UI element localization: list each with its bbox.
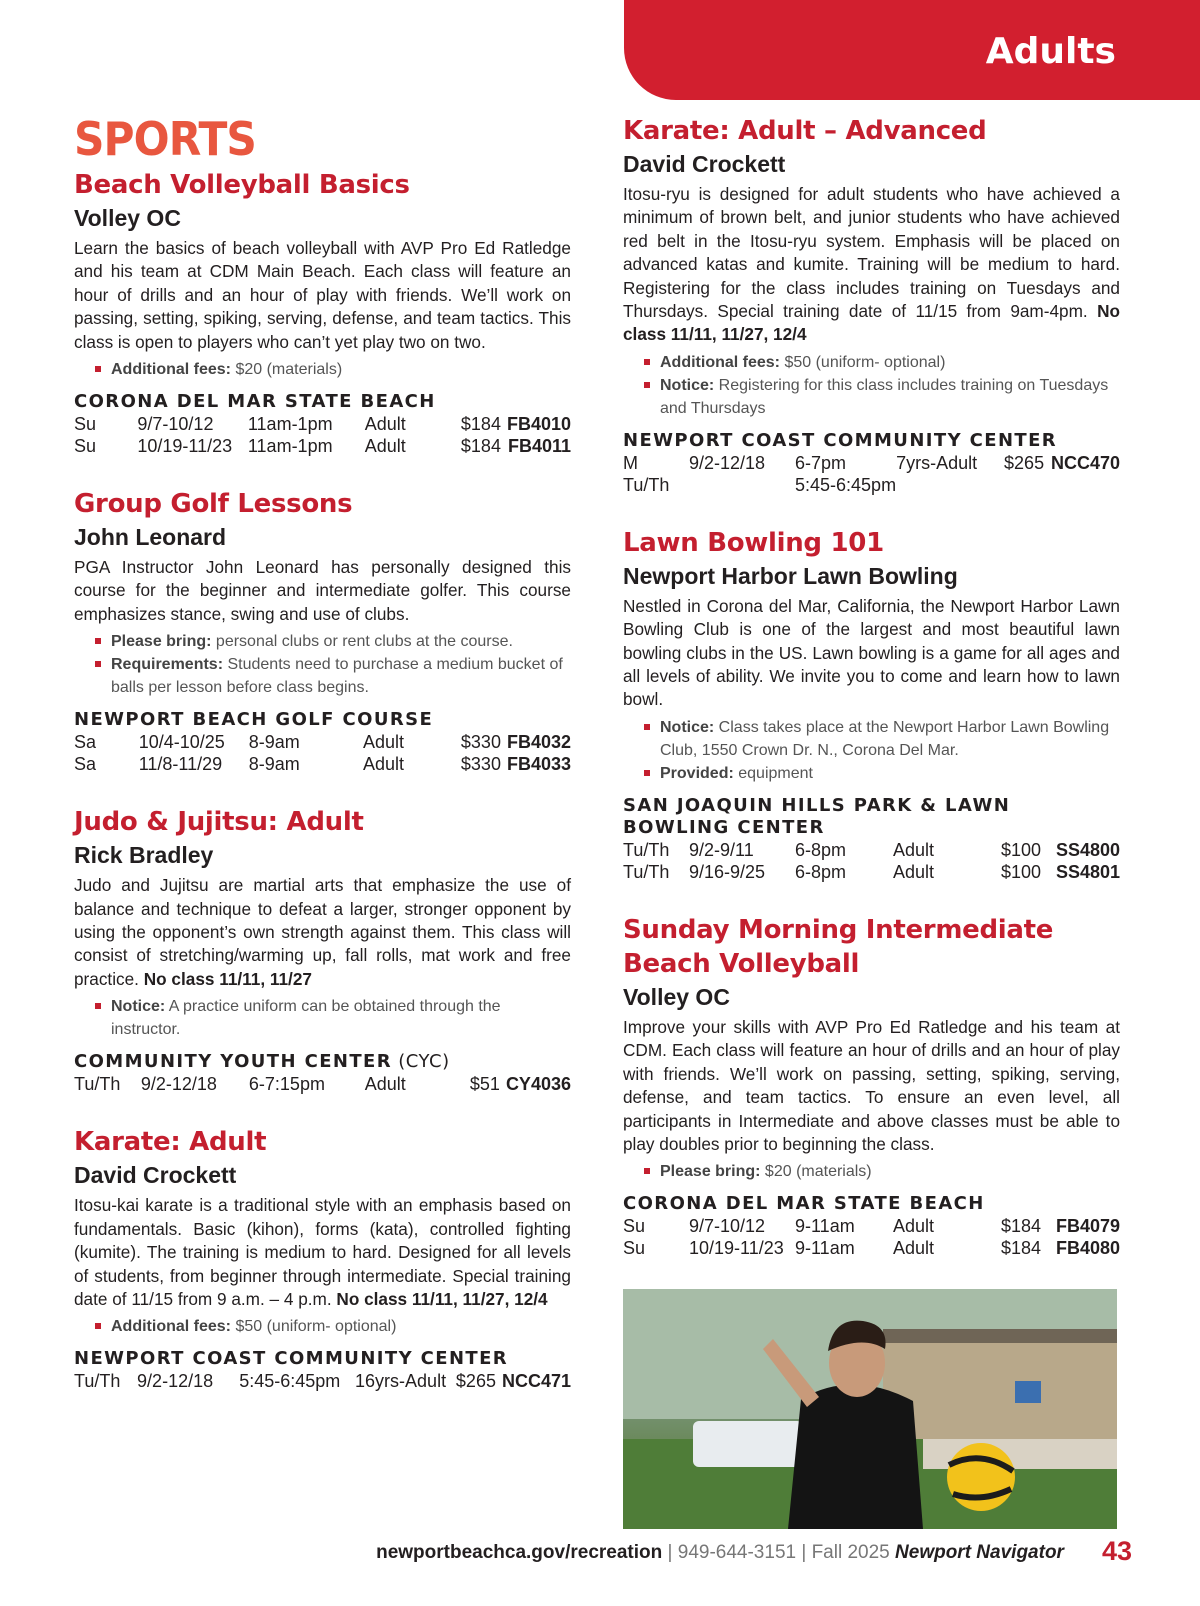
schedule-dates: 11/8-11/29 — [138, 754, 223, 775]
section-tab-label: Adults — [985, 31, 1116, 72]
schedule-time: 6-7:15pm — [248, 1074, 325, 1095]
schedule-days: Sa — [74, 754, 97, 775]
no-class-note: No class 11/11, 11/27, 12/4 — [336, 1288, 548, 1309]
info-label: Additional fees: — [111, 361, 232, 379]
schedule-time: 11am-1pm — [247, 436, 333, 457]
info-label: Additional fees: — [111, 1318, 232, 1336]
location-name — [74, 391, 571, 413]
schedule-ages: Adult — [893, 839, 935, 860]
course-code: NCC470 — [1050, 452, 1120, 473]
footer-separator: | — [796, 1542, 812, 1563]
location-text: NEWPORT COAST COMMUNITY CENTER — [623, 429, 1058, 451]
class-title: Beach Volleyball Basics — [74, 170, 410, 200]
schedule-row — [623, 1215, 1120, 1237]
info-item — [660, 716, 1120, 762]
schedule-table — [74, 1073, 571, 1095]
info-label: Requirements: — [111, 656, 224, 674]
course-code: SS4800 — [1055, 839, 1120, 860]
course-code: FB4010 — [506, 414, 571, 435]
class-listing — [74, 805, 571, 1095]
schedule-dates: 9/7-10/12 — [137, 414, 214, 435]
class-title: Lawn Bowling 101 — [623, 527, 884, 558]
schedule-row — [74, 1370, 571, 1392]
schedule-row — [623, 474, 1120, 496]
info-item — [111, 653, 571, 699]
schedule-time: 8-9am — [248, 732, 300, 753]
course-code: CY4036 — [505, 1074, 571, 1095]
info-list — [623, 716, 1120, 785]
instructor-name: Newport Harbor Lawn Bowling — [623, 562, 958, 589]
schedule-table — [74, 413, 571, 457]
page-number: 43 — [1101, 1536, 1132, 1566]
schedule-table — [74, 731, 571, 775]
info-item — [111, 995, 571, 1041]
location-text: COMMUNITY YOUTH CENTER — [74, 1051, 393, 1073]
info-text: A practice uniform can be obtained through the instructor. — [111, 998, 501, 1039]
section-tab — [624, 0, 1200, 100]
location-name — [623, 1193, 1120, 1215]
schedule-fee: $100 — [1000, 861, 1041, 882]
course-code: SS4801 — [1055, 861, 1120, 882]
schedule-ages: Adult — [364, 414, 406, 435]
location-name — [623, 430, 1120, 452]
page-footer — [0, 1536, 1132, 1567]
info-text: Registering for this class includes training on Tuesdays and Thursdays — [660, 376, 1109, 417]
schedule-row — [623, 839, 1120, 861]
instructor-name: Rick Bradley — [74, 842, 214, 869]
location-text: CORONA DEL MAR STATE BEACH — [623, 1193, 985, 1215]
course-code: FB4011 — [507, 436, 571, 457]
schedule-days: Su — [623, 1238, 646, 1259]
instructor-name: David Crockett — [74, 1162, 237, 1189]
schedule-dates: 10/19-11/23 — [689, 1238, 784, 1259]
footer-magazine: Newport Navigator — [895, 1542, 1064, 1563]
schedule-ages: Adult — [364, 436, 406, 457]
schedule-ages: 7yrs-Adult — [896, 452, 978, 473]
info-item — [660, 1160, 1120, 1183]
info-label: Provided: — [660, 764, 734, 782]
schedule-fee: $184 — [460, 436, 501, 457]
schedule-row — [74, 753, 571, 775]
schedule-dates: 9/2-12/18 — [140, 1074, 217, 1095]
schedule-row — [74, 731, 571, 753]
schedule-fee: $330 — [460, 732, 501, 753]
course-code: FB4032 — [506, 732, 571, 753]
no-class-note: No class 11/11, 11/27, 12/4 — [623, 301, 1120, 345]
description-text: Itosu-kai karate is a traditional style with an emphasis based on fundamentals. Basic (kihon), forms (kata), controlled fighting (kumite). The training is medium to hard. Designed for all levels of students, from beginner through intermediate. Special training date of 11/15 from 9 a.m. – 4 p.m. — [74, 1195, 571, 1309]
info-item — [111, 358, 571, 381]
info-label: Notice: — [111, 998, 166, 1016]
class-title: Group Golf Lessons — [74, 489, 353, 520]
info-item — [660, 762, 1120, 785]
schedule-dates: 9/2-9/11 — [689, 839, 754, 860]
info-list — [74, 1315, 571, 1338]
schedule-dates: 9/7-10/12 — [689, 1216, 766, 1237]
schedule-ages: Adult — [893, 1216, 935, 1237]
left-column — [74, 112, 571, 1422]
schedule-fee: $265 — [455, 1371, 496, 1392]
footer-season: Fall 2025 — [811, 1542, 896, 1563]
description-text: Nestled in Corona del Mar, California, the Newport Harbor Lawn Bowling Club is one of the largest and most beautiful lawn bowling clubs in the US. Lawn bowling is a game for all ages and all levels of ability. We invite you to come and learn how to lawn bowl. — [623, 595, 1120, 710]
location-suffix: (CYC) — [392, 1051, 450, 1073]
instructor-name: David Crockett — [623, 151, 786, 177]
location-name — [74, 1348, 571, 1370]
schedule-fee — [994, 474, 1050, 496]
schedule-days: Tu/Th — [623, 839, 670, 860]
class-description — [623, 183, 1120, 347]
class-listing — [74, 168, 571, 457]
schedule-table — [623, 839, 1120, 883]
course-code: NCC471 — [501, 1371, 571, 1392]
schedule-ages: Adult — [893, 1238, 935, 1259]
schedule-fee: $100 — [1000, 839, 1041, 860]
class-description — [74, 1194, 571, 1311]
schedule-row — [623, 1237, 1120, 1259]
schedule-days: Tu/Th — [74, 1074, 121, 1095]
info-text: $50 (uniform- optional) — [231, 1318, 397, 1336]
info-item — [660, 374, 1120, 420]
schedule-fee: $265 — [1004, 452, 1045, 473]
info-text: Students need to purchase a medium bucket of balls per lesson before class begins. — [111, 656, 563, 697]
schedule-days: Su — [74, 414, 97, 435]
schedule-fee: $184 — [1000, 1216, 1041, 1237]
footer-phone: 949-644-3151 — [677, 1542, 797, 1563]
info-label: Please bring: — [111, 633, 212, 651]
schedule-dates: 9/2-12/18 — [137, 1371, 214, 1392]
class-description — [623, 595, 1120, 712]
class-description — [74, 556, 571, 626]
instructor-name: Volley OC — [623, 983, 730, 1010]
description-text: Improve your skills with AVP Pro Ed Ratledge and his team at CDM. Each class will feature an hour of drills and an hour of play with friends. We’ll work on passing, setting, spiking, serving, defense, and team tactics. To ensure an even level, all participants in Intermediate and above classes must be able to play doubles prior to beginning the class. — [623, 1016, 1120, 1154]
course-code: FB4080 — [1055, 1238, 1120, 1259]
schedule-time: 6-7pm — [795, 452, 847, 473]
location-text: NEWPORT COAST COMMUNITY CENTER — [74, 1348, 509, 1370]
location-text: CORONA DEL MAR STATE BEACH — [74, 391, 436, 413]
class-listing — [623, 526, 1120, 883]
footer-separator: | — [662, 1542, 678, 1563]
schedule-fee: $330 — [460, 754, 501, 775]
schedule-time: 11am-1pm — [247, 414, 333, 435]
schedule-ages: Adult — [893, 861, 935, 882]
schedule-row — [623, 861, 1120, 883]
schedule-row — [74, 435, 571, 457]
schedule-days: M — [623, 452, 638, 473]
description-text: PGA Instructor John Leonard has personally designed this course for the beginner and intermediate golfer. This course emphasizes stance, swing and use of clubs. — [74, 557, 571, 624]
course-code — [1050, 474, 1120, 496]
class-title: Judo & Jujitsu: Adult — [74, 807, 364, 838]
info-label: Please bring: — [660, 1163, 761, 1181]
schedule-dates: 9/16-9/25 — [689, 861, 766, 882]
schedule-fee: $51 — [469, 1074, 500, 1095]
schedule-fee: $184 — [460, 414, 501, 435]
no-class-note: No class 11/11, 11/27 — [143, 968, 312, 989]
info-label: Notice: — [660, 718, 715, 736]
volleyball-player-photo — [623, 1289, 1117, 1529]
class-listing — [623, 913, 1120, 1259]
info-text: $50 (uniform- optional) — [780, 353, 946, 371]
schedule-time: 6-8pm — [795, 839, 847, 860]
class-title: Karate: Adult – Advanced — [623, 116, 987, 146]
schedule-days: Tu/Th — [623, 474, 670, 495]
schedule-fee: $184 — [1000, 1238, 1041, 1259]
schedule-time: 5:45-6:45pm — [239, 1371, 341, 1392]
location-name — [623, 795, 1120, 839]
info-item — [111, 1315, 571, 1338]
description-text: Itosu-ryu is designed for adult students who have achieved a minimum of brown belt, and junior students who have achieved red belt in the Itosu-ryu system. Emphasis will be placed on advanced katas and kumite. Training will be medium to hard. Registering for the class includes training on Tuesdays and Thursdays. Special training date of 11/15 from 9am-4pm. — [623, 184, 1120, 322]
page-heading: SPORTS — [74, 112, 256, 166]
schedule-ages: 16yrs-Adult — [355, 1371, 447, 1392]
location-name — [74, 709, 571, 731]
schedule-dates: 9/2-12/18 — [689, 452, 766, 473]
schedule-days: Sa — [74, 732, 97, 753]
info-list — [74, 358, 571, 381]
location-name — [74, 1051, 571, 1073]
schedule-days: Su — [74, 436, 97, 457]
class-description — [74, 874, 571, 991]
schedule-days: Tu/Th — [74, 1371, 121, 1392]
photo-illustration — [623, 1289, 1117, 1529]
info-item — [660, 351, 1120, 374]
info-list — [74, 995, 571, 1041]
schedule-ages: Adult — [362, 732, 404, 753]
schedule-ages — [896, 474, 994, 496]
schedule-days: Su — [623, 1216, 646, 1237]
info-label: Additional fees: — [660, 353, 781, 371]
info-text: $20 (materials) — [760, 1163, 872, 1181]
schedule-table — [74, 1370, 571, 1392]
schedule-ages: Adult — [362, 754, 404, 775]
schedule-ages: Adult — [364, 1074, 406, 1095]
description-text: Learn the basics of beach volleyball with AVP Pro Ed Ratledge and his team at CDM Main Beach. Each class will feature an hour of drills and an hour of play with friends. We’ll work on passing, setting, spiking, serving, defense, and team tactics. This class is open to players who can’t yet play two on two. — [74, 238, 571, 352]
info-list — [74, 630, 571, 699]
location-text: SAN JOAQUIN HILLS PARK & LAWN BOWLING CENTER — [623, 794, 1011, 838]
schedule-time: 9-11am — [795, 1238, 855, 1259]
info-text: personal clubs or rent clubs at the course. — [211, 633, 513, 651]
schedule-table — [623, 1215, 1120, 1259]
class-title: Karate: Adult — [74, 1127, 267, 1158]
course-code: FB4033 — [506, 754, 571, 775]
info-text: $20 (materials) — [231, 361, 343, 379]
schedule-dates — [689, 474, 795, 496]
class-description — [74, 237, 571, 354]
info-item — [111, 630, 571, 653]
instructor-name: Volley OC — [74, 205, 181, 231]
right-column — [623, 114, 1120, 1529]
schedule-time: 9-11am — [795, 1216, 855, 1237]
class-description — [623, 1016, 1120, 1156]
info-list — [623, 351, 1120, 420]
schedule-table — [623, 452, 1120, 496]
footer-url[interactable]: newportbeachca.gov/recreation — [376, 1542, 663, 1563]
info-text: equipment — [733, 764, 813, 782]
location-text: NEWPORT BEACH GOLF COURSE — [74, 709, 434, 731]
class-listing — [74, 487, 571, 775]
schedule-time: 8-9am — [248, 754, 300, 775]
schedule-time: 6-8pm — [795, 861, 847, 882]
info-label: Notice: — [660, 376, 715, 394]
schedule-row — [74, 1073, 571, 1095]
class-listing — [623, 114, 1120, 496]
schedule-row — [74, 413, 571, 435]
schedule-days: Tu/Th — [623, 861, 670, 882]
info-list — [623, 1160, 1120, 1183]
class-title: Sunday Morning Intermediate Beach Volleyball — [623, 914, 1054, 979]
schedule-dates: 10/19-11/23 — [137, 436, 233, 457]
schedule-row — [623, 452, 1120, 474]
schedule-time: 5:45-6:45pm — [795, 474, 897, 495]
instructor-name: John Leonard — [74, 524, 227, 551]
class-listing — [74, 1125, 571, 1392]
schedule-dates: 10/4-10/25 — [138, 732, 225, 753]
info-text: Class takes place at the Newport Harbor Lawn Bowling Club, 1550 Crown Dr. N., Corona Del Mar. — [660, 718, 1110, 759]
course-code: FB4079 — [1055, 1216, 1120, 1237]
description-text: Judo and Jujitsu are martial arts that emphasize the use of balance and technique to defeat a larger, stronger opponent by using the opponent’s own strength against them. This class will consist of stretching/warming up, fall rolls, mat work and free practice. — [74, 875, 571, 989]
